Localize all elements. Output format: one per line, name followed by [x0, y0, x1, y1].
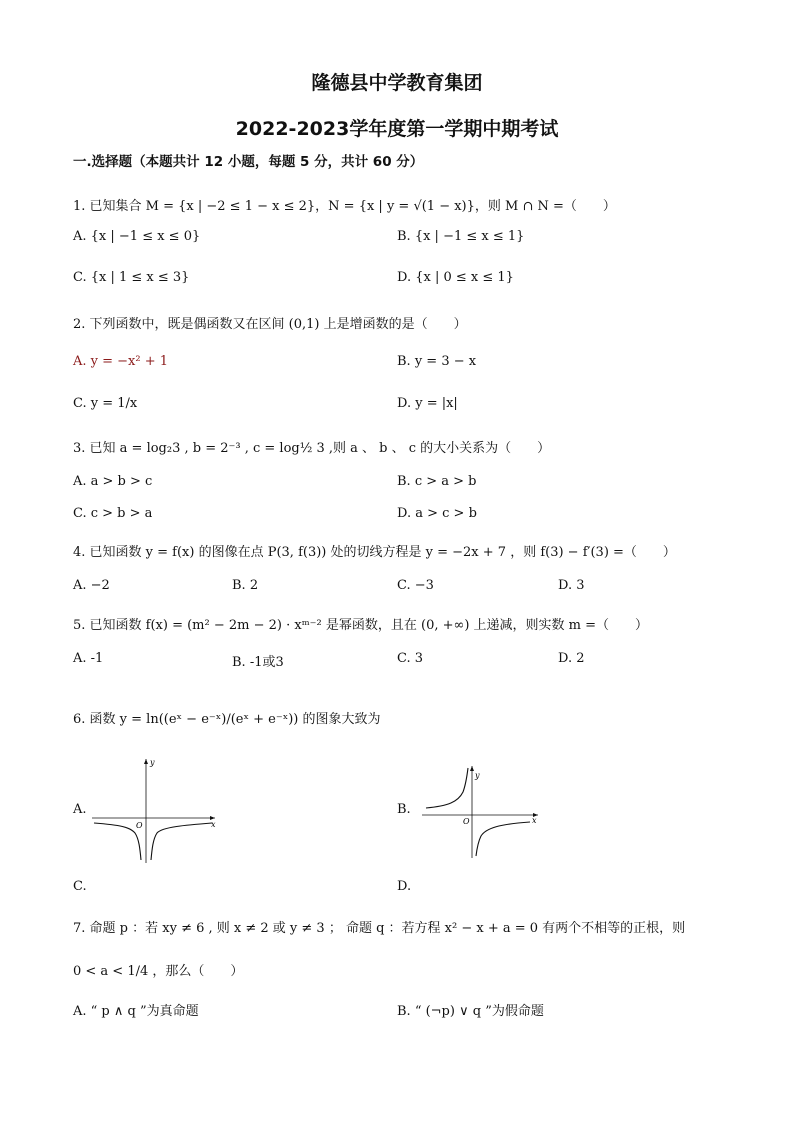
graph-b-curve-left	[426, 768, 468, 808]
q6-option-a: A.	[73, 802, 87, 817]
q1-option-c: C. {x | 1 ≤ x ≤ 3}	[73, 270, 190, 285]
graph-a-y-label: y	[150, 758, 155, 767]
question-1-stem: 1. 已知集合 M = {x | −2 ≤ 1 − x ≤ 2}，N = {x | y = √(1 − x)}，则 M ∩ N =（ ）	[73, 199, 616, 214]
graph-b-y-label: y	[475, 771, 480, 780]
graph-a-origin-label: O	[136, 821, 143, 830]
graph-a-x-label: x	[211, 820, 216, 829]
question-6-stem: 6. 函数 y = ln((eˣ − e⁻ˣ)/(eˣ + e⁻ˣ)) 的图象大致为	[73, 712, 381, 727]
graph-b-x-label: x	[532, 816, 537, 825]
graph-b-origin-label: O	[463, 817, 470, 826]
section-title: 一.选择题（本题共计 12 小题，每题 5 分，共计 60 分）	[73, 154, 424, 170]
q5-option-c: C. 3	[397, 651, 424, 666]
question-7-stem-line2: 0 < a < 1/4 ，那么（ ）	[73, 964, 244, 979]
graph-a-curve-left	[94, 823, 141, 860]
q3-option-a: A. a > b > c	[73, 474, 153, 489]
q2-option-c: C. y = 1/x	[73, 396, 138, 411]
q2-option-d: D. y = |x|	[397, 396, 458, 411]
question-4-stem: 4. 已知函数 y = f(x) 的图像在点 P(3, f(3)) 处的切线方程是 y = −2x + 7 ，则 f(3) − f′(3) =（ ）	[73, 545, 676, 560]
q7-option-a: A. “ p ∧ q ”为真命题	[73, 1004, 199, 1019]
q6-option-c: C.	[73, 879, 87, 894]
q3-option-c: C. c > b > a	[73, 506, 153, 521]
q5-option-b: B. -1或3	[232, 655, 284, 670]
q3-option-d: D. a > c > b	[397, 506, 477, 521]
question-5-stem: 5. 已知函数 f(x) = (m² − 2m − 2) · xᵐ⁻² 是幂函数，且在 (0, +∞) 上递减，则实数 m =（ ）	[73, 618, 649, 633]
q4-option-a: A. −2	[73, 578, 110, 593]
q4-option-b: B. 2	[232, 578, 259, 593]
graph-b-curve-right	[476, 822, 530, 856]
question-2-stem: 2. 下列函数中，既是偶函数又在区间 (0,1) 上是增函数的是（ ）	[73, 317, 467, 332]
q1-option-a: A. {x | −1 ≤ x ≤ 0}	[73, 229, 201, 244]
q1-option-d: D. {x | 0 ≤ x ≤ 1}	[397, 270, 514, 285]
q1-option-b: B. {x | −1 ≤ x ≤ 1}	[397, 229, 525, 244]
graph-option-a	[90, 755, 220, 865]
graph-option-b	[420, 760, 550, 860]
question-3-stem: 3. 已知 a = log₂3 , b = 2⁻³ , c = log½ 3 ,则 a 、 b 、 c 的大小关系为（ ）	[73, 441, 551, 456]
q7-option-b: B. “ (¬p) ∨ q ”为假命题	[397, 1004, 544, 1019]
q6-option-b: B.	[397, 802, 411, 817]
q2-option-a: A. y = −x² + 1	[73, 354, 169, 369]
q6-option-d: D.	[397, 879, 412, 894]
q5-option-d: D. 2	[558, 651, 585, 666]
graph-a-curve-right	[151, 823, 212, 860]
q3-option-b: B. c > a > b	[397, 474, 477, 489]
school-title: 隆德县中学教育集团	[311, 72, 483, 94]
q4-option-c: C. −3	[397, 578, 434, 593]
q2-option-b: B. y = 3 − x	[397, 354, 477, 369]
exam-title: 2022-2023学年度第一学期中期考试	[235, 118, 559, 140]
q4-option-d: D. 3	[558, 578, 585, 593]
question-7-stem: 7. 命题 p ：若 xy ≠ 6 , 则 x ≠ 2 或 y ≠ 3 ； 命题 q ：若方程 x² − x + a = 0 有两个不相等的正根，则	[73, 921, 686, 936]
q5-option-a: A. -1	[73, 651, 104, 666]
